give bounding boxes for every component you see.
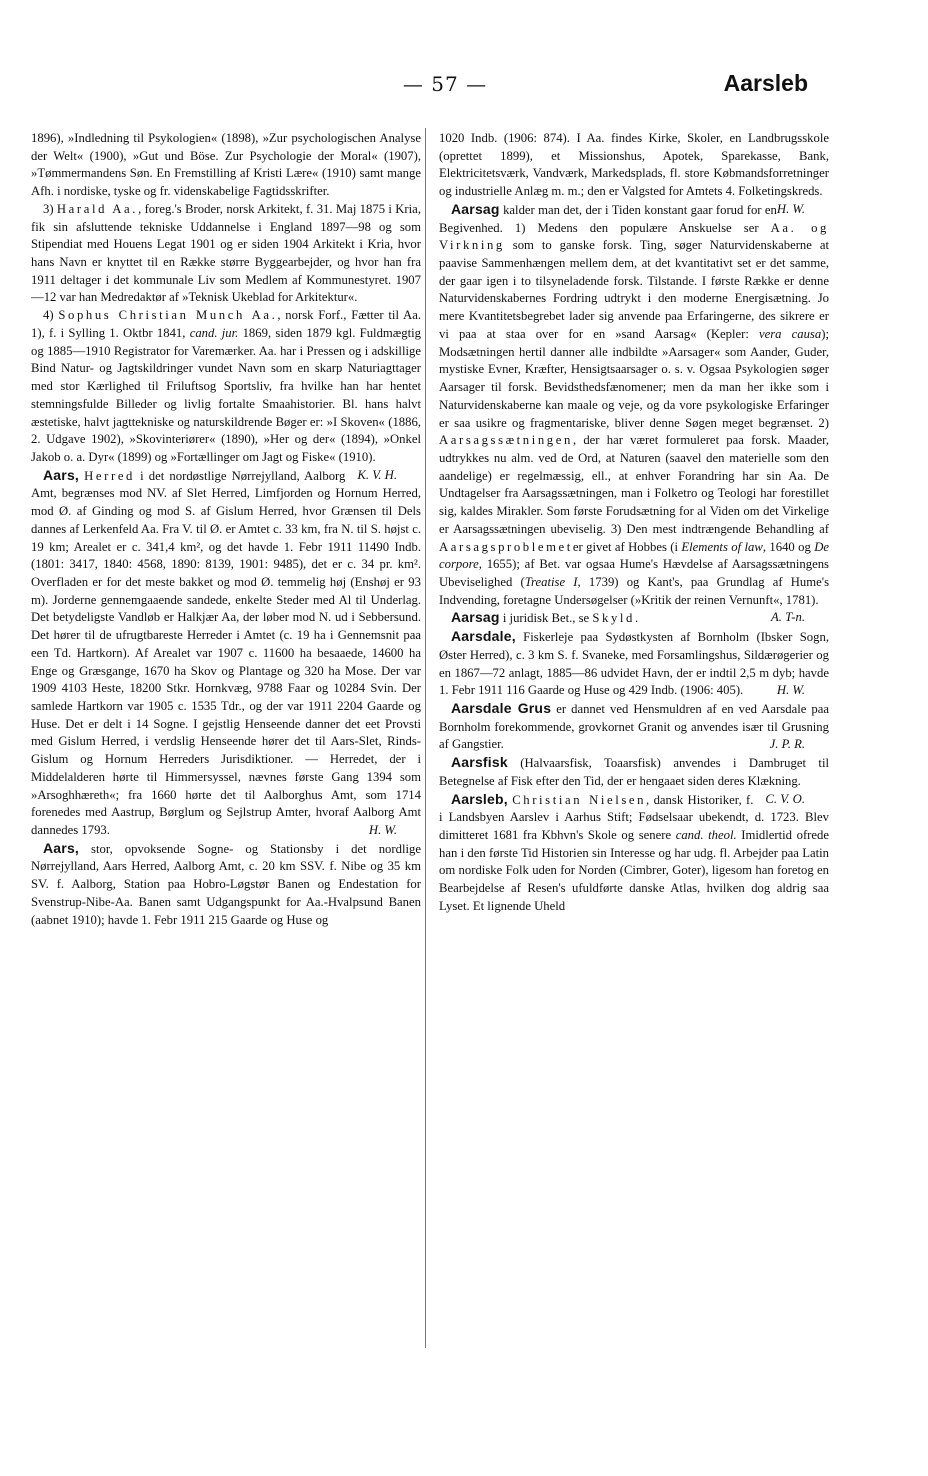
page-header (0, 66, 928, 110)
entry-aarsleb (439, 791, 829, 916)
entry-name: Christian Nielsen (512, 792, 647, 807)
author-signature: C. V. O. (765, 791, 805, 806)
author-signature: K. V. H. (357, 467, 397, 482)
entry-text: 1020 Indb. (1906: 874). I Aa. findes Kirke, Skoler, en Landbrugsskole (oprettet 1899), et Missionshus, Apotek, Sparekasse, Bank, Elektricitetsværk, Vandværk, Markedsplads, fl. store Købmandsforretninger og industrielle Anlæg m. m.; den er Valgsted for Amtets 4. Folketingskreds. (439, 131, 829, 199)
entry-headword: Aarsleb, (451, 790, 508, 807)
running-head: Aarsleb (723, 70, 808, 96)
entry-text: , dansk Historiker, f. i Landsbyen Aarslev i Aarhus Stift; Fødselsaar ubekendt, d. 1723. Blev dimitteret 1681 fra Kbhvn's Skole og senere (439, 792, 829, 843)
entry-headword: Aarsfisk (451, 754, 508, 771)
author-signature: J. P. R. (769, 737, 805, 752)
entry-italic: vera causa (758, 326, 822, 341)
entry-text: , der har været formuleret paa forsk. Maader, udtrykkes nu alm. ved de Ord, at Naturen (saavel den materielle som den aandelige) er regelmæssig, ell., at enhver Forandring har sin Aa. De Undtagelser fra Aarsagssætningen, man i Folketro og Teologi har forestillet sig, kaldes Mirakler. Som første Forudsætning for al Viden om det Virkelige er Aarsagssætningen ubeviselig. 3) Den mest indtrængende Behandling af (439, 433, 829, 536)
entry-subject: Herred (84, 468, 135, 483)
entry-aars-herred (31, 467, 421, 840)
entry-text: Imidlertid ofrede han i den første Tid Historien sin Interesse og har udg. fl. Arbejder paa Latin om nordiske Folk uden for Norden (Cimbrer, Goter), ligesom han foretog en Bearbejdelse af Resen's ufuldførte danske Atlas, hvilken dog aldrig saa Lyset. Et lignende Uheld (439, 828, 829, 913)
left-column (31, 130, 421, 1360)
entry-aarsdale-grus (439, 700, 829, 754)
entry-text: kalder man det, der i Tiden konstant gaar forud for en Begivenhed. 1) Medens den populære Anskuelse ser (439, 202, 777, 235)
entry-name: Harald Aa. (56, 201, 139, 216)
entry-aarsdale (439, 628, 829, 700)
entry-name: Sophus Christian Munch Aa. (58, 308, 278, 323)
author-signature: H. W. (776, 683, 805, 698)
entry-text: , foreg.'s Broder, norsk Arkitekt, f. 31. Maj 1875 i Kria, fik sin afsluttende tekniske Uddannelse i England 1897—98 og som Stipendiat med Houens Legat 1901 og er siden 1904 Arkitekt i Kria, hvor hans Navn er knyttet til en Række større Byggearbejder, og hvor han fra 1911 deltager i det kommunale Liv som Medlem af Kommunestyret. 1907—12 var han Medredaktør af »Teknisk Ukeblad for Arkitektur«. (31, 201, 421, 305)
page-number: — 57 — (402, 72, 488, 96)
entry-text: i juridisk Bet., se (499, 611, 593, 626)
cross-reference: Skyld. (592, 611, 641, 626)
entry-spaced: Aarsagssætningen (439, 433, 573, 448)
entry-text: er givet af Hobbes (i (572, 539, 682, 554)
entry-text: (Halvaarsfisk, Toaarsfisk) anvendes i Dambruget til Betegnelse af Fisk efter den Tid, der er hengaaet siden deres Klækning. (439, 756, 829, 788)
entry-text: er dannet ved Hensmuldren af en ved Aarsdale paa Bornholm forekommende, grovkornet Granit og anvendes især til Grusning af Gangstier. (439, 702, 829, 752)
entry-italic: cand. theol. (675, 828, 737, 843)
entry-text: Fiskerleje paa Sydøstkysten af Bornholm (Ibsker Sogn, Øster Herred), c. 3 km S. f. Svaneke, med Forsamlingshus, Sildærøgerier og en 1867—72 anlagt, 1885—86 udvidet Havn, der er indtil 2,5 m dyb; havde 1. Febr 1911 116 Gaarde og Huse og 429 Indb. (1906: 405). (439, 630, 829, 698)
entry-italic: Elements of law (681, 539, 763, 554)
entry-text: , norsk Forf., Fætter til Aa. 1), f. i Sylling 1. Oktbr 1841, (31, 308, 421, 340)
right-column (439, 130, 829, 1360)
entry-number: 3) (43, 201, 54, 216)
entry-aars-town (31, 840, 421, 930)
entry-text: , 1655); af Bet. var ogsaa Hume's Hævdelse af Aarsagssætningens Ubeviselighed ( (439, 557, 829, 589)
entry-harald-aa (31, 201, 421, 307)
entry-italic: De corpore (439, 539, 829, 572)
entry-text: i det nordøstlige Nørrejylland, Aalborg Amt, begrænses mod NV. af Slet Herred, Limfjorden og Hornum Herred, mod Ø. af Ginding og mod S. af Gislum Herred, hvor Grænsen til Dels dannes af Lerkenfeld Aa. Fra V. til Ø. er Amtet c. 33 km, fra N. til S. højst c. 19 km; Arealet er c. 341,4 km², og det havde 1. Febr 1911 11490 Indb. (1801: 3417, 1840: 4568, 1890: 8139, 1901: 9485), det er c. 34 pr. km². Overfladen er for det meste bakket og mod Ø. temmelig høj (Enshøj er 93 m). Jorderne gennemgaaende sandede, enkelte Steder med Al til Underlag. Det betydeligste Vandløb er Halkjær Aa, der løber mod N. ud i Sebbersund. Det hører til de ufrugtbareste Herreder i Amtet (c. 19 ha i Gennemsnit paa een Td. Hartkorn). Af Arealet var 1907 c. 11600 ha besaaede, 14600 ha Enge og Græsgange, 1670 ha Skov og Plantage og 320 ha Mose. Der var 1909 4103 Heste, 18200 Stkr. Hornkvæg, 9788 Faar og 10284 Svin. Der samlede Hartkorn var 1905 c. 1535 Tdr., og der var 1911 2204 Gaarde og Huse. Det er delt i 14 Sogne. I gejstlig Henseende danner det eet Provsti med Gislum Herred, i verdslig Henseende hører det til Aars-Slet, Rinds-Gislum og Hornum Herreders Jurisdiktioner. — Herredet, der i Middelalderen hørte til Himmersyssel, nævnes første Gang 1394 som »Arsoghhæreth«; fra 1660 hørte det til Aalborghus Amt, som 1714 forenedes med Aastrup, Børglum og Sejlstrup Amter, hvoraf Aalborg Amt dannedes 1793. (31, 468, 421, 838)
entry-text: 1896), »Indledning til Psykologien« (1898), »Zur psychologischen Analyse der Welt« (1900), »Gut und Böse. Zur Psychologie der Moral« (1907), »Tømmermandens Søn. En Fremstilling af Kristi Lære« (1910) samt mange Afh. i nordiske, tyske og fr. videnskabelige Fagtidsskrifter. (31, 131, 421, 199)
entry-headword: Aarsag (451, 200, 500, 217)
entry-text: som to ganske forsk. Ting, søger Naturvidenskaberne at paavise Sammenhængen mellem dem, at det kvantitativt set er det samme, der gaar igen i to tilsyneladende forsk. Tilstande. I første Række er denne Naturvidenskabernes Fordring udtrykt i den moderne Energisætning. Jo mere Kvantitetsbegrebet lader sig anvende paa Erfaringerne, des sikrere er vi paa at staa over for en »sand Aarsag« (Kepler: (439, 238, 829, 341)
entry-spaced: Aarsagsproblemet (439, 539, 573, 554)
entry-headword: Aars, (43, 839, 80, 856)
entry-headword: Aarsag (451, 609, 500, 626)
entry-headword: Aarsdale, (451, 628, 516, 645)
entry-text: ); Modsætningen hertil danner alle indbildte »Aarsager« som Aander, Guder, mystiske Evner, Kræfter, Hensigtsaarsager o. s. v. Ogsaa Psykologien søger Aarsager til forsk. Bevidsthedsfænomener; men da man her ikke som i Naturvidenskaberne kan maale og veje, og da vore psykologiske Erfaringer er saa usikre og fragmentariske, bliver denne Søgen meget begrænset. 2) (439, 326, 829, 430)
entry-headword: Aarsdale Grus (451, 700, 552, 716)
author-signature: H. W. (776, 201, 805, 216)
entry-italic: cand. jur. (189, 325, 239, 340)
entry-text: , 1739) og Kant's, paa Grundlag af Hume's Indvending, foretagne Undersøgelser (»Kritik der reinen Vernunft«, 1781). (439, 574, 829, 607)
author-signature: A. T-n. (771, 610, 805, 625)
entry-italic: Treatise I (524, 574, 578, 589)
entry-spaced: Aa. og Virkning (439, 220, 829, 253)
entry-headword: Aars, (43, 466, 80, 483)
entry-continuation (31, 130, 421, 201)
entry-text: 1869, siden 1879 kgl. Fuldmægtig og 1885—1910 Registrator for Varemærker. Aa. har i Pressen og i adskillige Bind Natur- og Jagtskildringer vundet Navn som en skarp Naturiagttager med stor Kærlighed til Friluftsog Sportsliv, fra hvilke han har hentet stemningsfulde Billeder og livlig fortalte Smaahistorier. Bl. hans halvt æstetiske, halvt jagttekniske og naturskildrende Bøger er: »I Skoven« (1886, 2. Udgave 1902), »Skovinteriører« (1890), »Her og der« (1894), »Onkel Jakob o. a. Dyr« (1899) og »Fortællinger om Jagt og Fiske« (1910). (31, 325, 421, 464)
entry-number: 4) (43, 308, 54, 323)
entry-text: , 1640 og (762, 539, 815, 554)
column-divider (425, 128, 426, 1348)
author-signature: H. W. (368, 823, 397, 838)
entry-text: stor, opvoksende Sogne- og Stationsby i det nordlige Nørrejylland, Aars Herred, Aalborg Amt, c. 20 km SSV. f. Nibe og 35 km SV. f. Aalborg, Station paa Hobro-Løgstør Banen og Endestation for Svenstrup-Nibe-Aa. Banen samt Udgangspunkt for Aa.-Hvalpsund Banen (aabnet 1910); havde 1. Febr 1911 215 Gaarde og Huse og (31, 841, 421, 927)
